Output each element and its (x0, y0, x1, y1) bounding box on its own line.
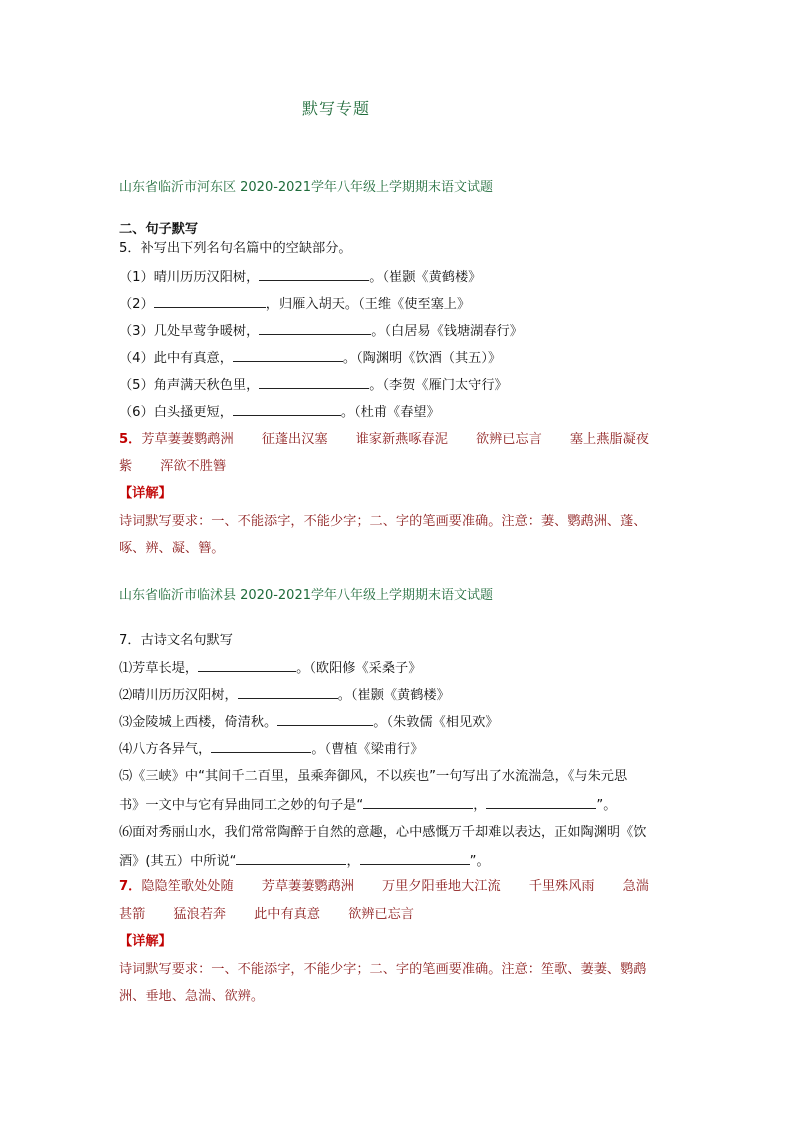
page-title: 默写专题 (301, 99, 370, 118)
answer-number: 7． (119, 879, 142, 894)
item-source: 。（崔颢《黄鹤楼》 (369, 270, 482, 285)
item-text: （3）几处早莺争暖树， (119, 324, 260, 339)
q7-item-5a: ⑸《三峡》中“其间千二百里，虽乘奔御风，不以疾也”一句写出了水流湍急，《与朱元思 (119, 769, 628, 784)
item-text: ”。 (469, 854, 490, 869)
item-text: （6）白头搔更短， (119, 405, 233, 420)
q7-item-4 (119, 740, 423, 759)
item-text: 书》一文中与它有异曲同工之妙的句子是“ (119, 798, 364, 813)
item-text: （1）晴川历历汉阳树， (119, 270, 260, 285)
answer-blank[interactable] (211, 740, 311, 753)
answer-blank[interactable] (360, 852, 470, 865)
question-7: 7．古诗文名句默写 (119, 633, 233, 648)
answer-number: 5． (119, 432, 142, 447)
answer-blank[interactable] (238, 686, 338, 699)
item-text: （2） (119, 297, 154, 312)
answer-item: 猛浪若奔 (173, 907, 227, 922)
answer-item: 芳草萋萋鹦鹉洲 (141, 432, 234, 447)
item-text: ， (346, 854, 360, 869)
q7-item-2 (119, 686, 450, 705)
answer-item: 万里夕阳垂地大江流 (382, 879, 501, 894)
q5-item-4 (119, 349, 501, 368)
answer-item: 急湍 (622, 879, 649, 894)
item-source: 。（陶渊明《饮酒（其五）》 (342, 351, 502, 366)
item-text: （5）角声满天秋色里， (119, 378, 260, 393)
answer-blank[interactable] (363, 796, 473, 809)
item-source: 。（白居易《钱塘湖春行》 (371, 324, 523, 339)
q5-item-1 (119, 268, 481, 287)
answer-line-7a (119, 878, 649, 896)
explain-2a: 诗词默写要求：一、不能添字，不能少字；二、字的笔画要准确。注意：笙歌、萋萋、鹦鹉 (119, 962, 647, 977)
question-5: 5．补写出下列名句名篇中的空缺部分。 (119, 241, 352, 256)
item-text: ， (473, 798, 487, 813)
q5-item-6 (119, 403, 440, 422)
section-heading: 二、句子默写 (119, 222, 199, 237)
item-source: 。（朱敦儒《相见欢》 (373, 715, 499, 730)
answer-line-7b (119, 906, 414, 924)
answer-item: 隐隐笙歌处处随 (141, 879, 234, 894)
q5-item-5 (119, 376, 508, 395)
answer-item: 千里殊风雨 (528, 879, 595, 894)
q5-item-3 (119, 322, 523, 341)
answer-item: 欲辨已忘言 (475, 432, 542, 447)
answer-blank[interactable] (486, 796, 596, 809)
item-text: （4）此中有真意， (119, 351, 233, 366)
answer-item: 甚箭 (119, 907, 146, 922)
answer-item: 芳草萋萋鹦鹉洲 (261, 879, 354, 894)
answer-item: 浑欲不胜簪 (160, 459, 227, 474)
q7-item-3 (119, 713, 499, 732)
explain-1a: 诗词默写要求：一、不能添字，不能少字；二、字的笔画要准确。注意：萋、鹦鹉洲、蓬、 (119, 514, 647, 529)
item-source: 。（杜甫《春望》 (340, 405, 440, 420)
answer-item: 谁家新燕啄春泥 (355, 432, 448, 447)
item-text: ⑴芳草长堤， (119, 661, 199, 676)
item-source: 。（李贺《雁门太守行》 (369, 378, 508, 393)
answer-item: 塞上燕脂凝夜 (569, 432, 649, 447)
explain-1b: 啄、辨、凝、簪。 (119, 541, 225, 556)
q5-item-2 (119, 295, 470, 314)
answer-item: 此中有真意 (254, 907, 321, 922)
source-line-2: 山东省临沂市临沭县 2020-2021学年八年级上学期期末语文试题 (119, 588, 493, 603)
item-source: 。（曹植《梁甫行》 (311, 742, 424, 757)
q7-item-6b (119, 852, 490, 871)
answer-blank[interactable] (154, 295, 266, 308)
answer-item: 紫 (119, 459, 133, 474)
answer-blank[interactable] (259, 376, 369, 389)
answer-blank[interactable] (277, 713, 373, 726)
item-source: 。（崔颢《黄鹤楼》 (337, 688, 450, 703)
answer-line-5a (119, 431, 649, 449)
answer-blank[interactable] (233, 349, 343, 362)
answer-blank[interactable] (233, 403, 341, 416)
q7-item-1 (119, 659, 421, 678)
detail-tag-2: 【详解】 (119, 934, 172, 949)
answer-item: 征蓬出汉塞 (261, 432, 328, 447)
answer-blank[interactable] (198, 659, 296, 672)
item-source: 。（欧阳修《采桑子》 (296, 661, 422, 676)
item-text: 酒》(其五）中所说“ (119, 854, 237, 869)
item-text: ⑵晴川历历汉阳树， (119, 688, 238, 703)
explain-2b: 洲、垂地、急湍、欲辨。 (119, 989, 265, 1004)
item-source: ，归雁入胡天。（王维《使至塞上》 (265, 297, 471, 312)
detail-tag-1: 【详解】 (119, 486, 172, 501)
answer-item: 欲辨已忘言 (348, 907, 414, 922)
answer-line-5b (119, 458, 226, 476)
answer-blank[interactable] (259, 322, 371, 335)
q7-item-6a: ⑹面对秀丽山水，我们常常陶醉于自然的意趣，心中感慨万千却难以表达，正如陶渊明《饮 (119, 825, 647, 840)
answer-blank[interactable] (236, 852, 346, 865)
answer-blank[interactable] (259, 268, 369, 281)
source-line-1: 山东省临沂市河东区 2020-2021学年八年级上学期期末语文试题 (119, 180, 493, 195)
item-text: ⑶金陵城上西楼，倚清秋。 (119, 715, 278, 730)
q7-item-5b (119, 796, 616, 815)
item-text: ”。 (596, 798, 617, 813)
item-text: ⑷八方各异气， (119, 742, 212, 757)
